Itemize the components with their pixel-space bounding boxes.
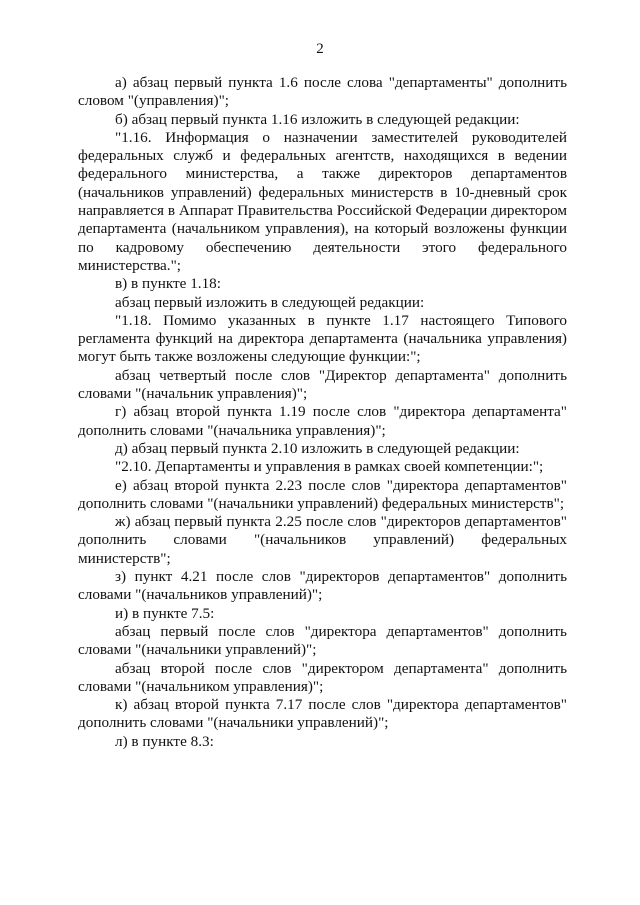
- paragraph: абзац второй после слов "директором департамента" дополнить словами "(начальником управления)";: [78, 659, 567, 695]
- paragraph: д) абзац первый пункта 2.10 изложить в следующей редакции:: [115, 439, 520, 457]
- paragraph: абзац первый после слов "директора департаментов" дополнить словами "(начальники управлений)";: [78, 622, 567, 659]
- paragraph: е) абзац второй пункта 2.23 после слов "директора департаментов" дополнить словами "(начальники управлений) федеральных министерств";: [78, 476, 567, 512]
- paragraph: и) в пункте 7.5:: [115, 604, 215, 622]
- paragraph: ж) абзац первый пункта 2.25 после слов "директоров департаментов" дополнить словами "(начальников управлений) федеральных министерств";: [78, 513, 567, 567]
- paragraph: а) абзац первый пункта 1.6 после слова "департаменты" дополнить словом "(управления)";: [78, 74, 567, 110]
- paragraph: в) в пункте 1.18:: [115, 275, 221, 293]
- paragraph: з) пункт 4.21 после слов "директоров департаментов" дополнить словами "(начальников управлений)";: [78, 568, 567, 604]
- paragraph: "1.16. Информация о назначении заместителей руководителей федеральных служб и федеральных агентств, находящихся в ведении федерального министерства, а также директоров департаментов (начальников управлений) федеральных министерств в 10-дневный срок направляется в Аппарат Правительства Российской Федерации директором департамента (начальником управления), на который возложены функции по кадровому обеспечению деятельности этого федерального министерства.";: [78, 128, 567, 274]
- document-body: [78, 74, 567, 751]
- paragraph: б) абзац первый пункта 1.16 изложить в следующей редакции:: [115, 110, 520, 128]
- paragraph: г) абзац второй пункта 1.19 после слов "директора департамента" дополнить словами "(начальника управления)";: [78, 403, 567, 439]
- paragraph: "2.10. Департаменты и управления в рамках своей компетенции:";: [115, 458, 544, 476]
- paragraph: абзац первый изложить в следующей редакции:: [115, 293, 425, 311]
- page-number: 2: [316, 41, 324, 57]
- paragraph: абзац четвертый после слов "Директор департамента" дополнить словами "(начальник управления)";: [78, 366, 567, 403]
- paragraph: л) в пункте 8.3:: [115, 732, 214, 750]
- paragraph: "1.18. Помимо указанных в пункте 1.17 настоящего Типового регламента функций на директора департамента (начальника управления) могут быть также возложены следующие функции:";: [78, 311, 567, 366]
- paragraph: к) абзац второй пункта 7.17 после слов "директора департаментов" дополнить словами "(начальники управлений)";: [78, 696, 567, 732]
